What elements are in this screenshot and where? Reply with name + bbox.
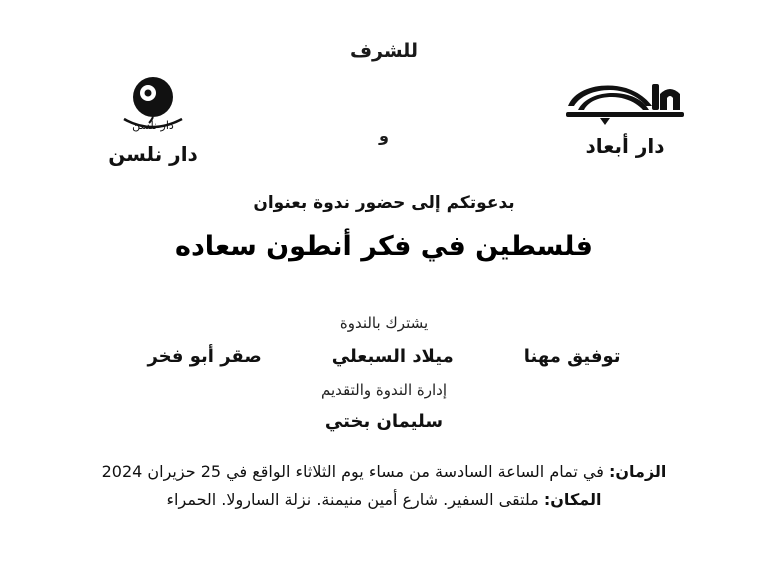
seminar-title: فلسطين في فكر أنطون سعاده xyxy=(175,231,593,262)
moderator-name: سليمان بختي xyxy=(324,411,444,432)
organization-right-name: دار أبعاد xyxy=(585,134,665,158)
speaker-name: توفيق مهنا xyxy=(523,346,621,367)
organization-left xyxy=(48,74,258,166)
poster-header xyxy=(0,0,768,175)
dar-nelson-logo-icon xyxy=(48,74,258,134)
moderation-label: إدارة الندوة والتقديم xyxy=(320,381,448,399)
organization-right xyxy=(520,74,730,158)
honor-word: للشرف xyxy=(349,40,419,62)
conjunction-word: و xyxy=(379,126,389,145)
detail-value: في تمام الساعة السادسة من مساء يوم الثلاثاء الواقع في 25 حزيران 2024 xyxy=(101,462,604,481)
organization-left-name: دار نلسن xyxy=(108,142,198,166)
svg-text:دار نلسن: دار نلسن xyxy=(132,119,174,132)
detail-key: المكان: xyxy=(543,490,602,509)
detail-value: ملتقى السفير. شارع أمين منيمنة. نزلة السارولا. الحمراء xyxy=(166,490,539,509)
detail-row-place xyxy=(0,490,768,509)
speaker-name: ميلاد السبعلي xyxy=(331,346,454,367)
participate-label: يشترك بالندوة xyxy=(339,314,429,332)
detail-row-time xyxy=(0,462,768,481)
dar-abaad-logo-icon xyxy=(520,74,730,126)
detail-key: الزمان: xyxy=(608,462,667,481)
speakers-list xyxy=(0,346,768,367)
invitation-line: بدعوتكم إلى حضور ندوة بعنوان xyxy=(253,193,515,213)
event-details xyxy=(0,462,768,509)
speaker-name: صقر أبو فخر xyxy=(147,346,262,367)
